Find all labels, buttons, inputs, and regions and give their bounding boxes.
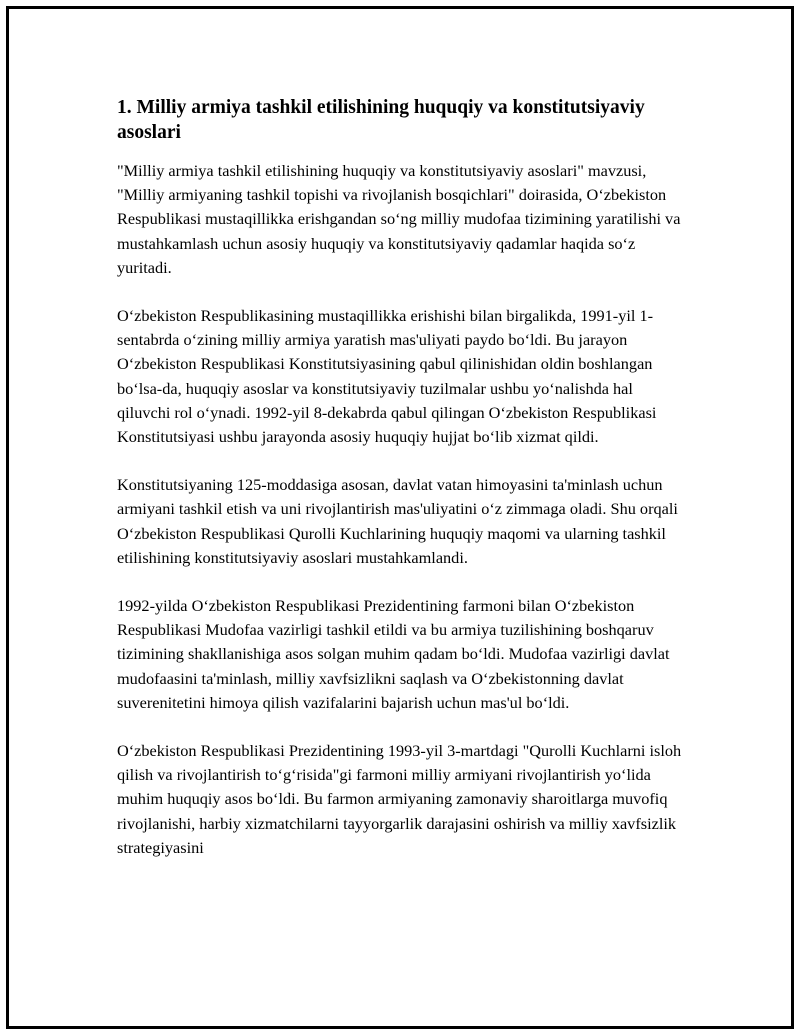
- paragraph-1993-decree: O‘zbekiston Respublikasi Prezidentining 1993-yil 3-martdagi "Qurolli Kuchlarni isloh qilish va rivojlantirish to‘g‘risida"gi farmoni milliy armiyani rivojlantirish yo‘lida muhim huquqiy asos bo‘ldi. Bu farmon armiyaning zamonaviy sharoitlarga muvofiq rivojlanishi, harbiy xizmatchilarni tayyorgarlik darajasini oshirish va milliy xavfsizlik strategiyasini: [117, 741, 682, 857]
- paragraph-article-125: Konstitutsiyaning 125-moddasiga asosan, davlat vatan himoyasini ta'minlash uchun armiyani tashkil etish va uni rivojlantirish mas'uliyatini o‘z zimmaga oladi. Shu orqali O‘zbekiston Respublikasi Qurolli Kuchlarining huquqiy maqomi va ularning tashkil etilishining konstitutsiyaviy asoslari mustahkamlandi.: [117, 475, 678, 567]
- section-heading: 1. Milliy armiya tashkil etilishining huquqiy va konstitutsiyaviy asoslari: [117, 97, 645, 143]
- paragraph-defense-ministry: 1992-yilda O‘zbekiston Respublikasi Prezidentining farmoni bilan O‘zbekiston Respublikasi Mudofaa vazirligi tashkil etildi va bu armiya tuzilishining boshqaruv tizimining shakllanishiga asos solgan muhim qadam bo‘ldi. Mudofaa vazirligi davlat mudofaasini ta'minlash, milliy xavfsizlikni saqlash va O‘zbekistonning davlat suverenitetini himoya qilish vazifalarini bajarish uchun mas'ul bo‘ldi.: [117, 596, 670, 712]
- document-body: [117, 95, 689, 884]
- paragraph-intro: "Milliy armiya tashkil etilishining huquqiy va konstitutsiyaviy asoslari" mavzusi, "Milliy armiyaning tashkil topishi va rivojlanish bosqichlari" doirasida, O‘zbekiston Respublikasi mustaqillikka erishgandan so‘ng milliy mudofaa tizimining yaratilishi va mustahkamlash uchun asosiy huquqiy va konstitutsiyaviy qadamlar haqida so‘z yuritadi.: [117, 161, 681, 277]
- paragraph-independence: O‘zbekiston Respublikasining mustaqillikka erishishi bilan birgalikda, 1991-yil 1-sentabrda o‘zining milliy armiya yaratish mas'uliyati paydo bo‘ldi. Bu jarayon O‘zbekiston Respublikasi Konstitutsiyasining qabul qilinishidan oldin boshlangan bo‘lsa-da, huquqiy asoslar va konstitutsiyaviy tuzilmalar ushbu yo‘nalishda hal qiluvchi rol o‘ynadi. 1992-yil 8-dekabrda qabul qilingan O‘zbekiston Respublikasi Konstitutsiyasi ushbu jarayonda asosiy huquqiy hujjat bo‘lib xizmat qildi.: [117, 306, 657, 447]
